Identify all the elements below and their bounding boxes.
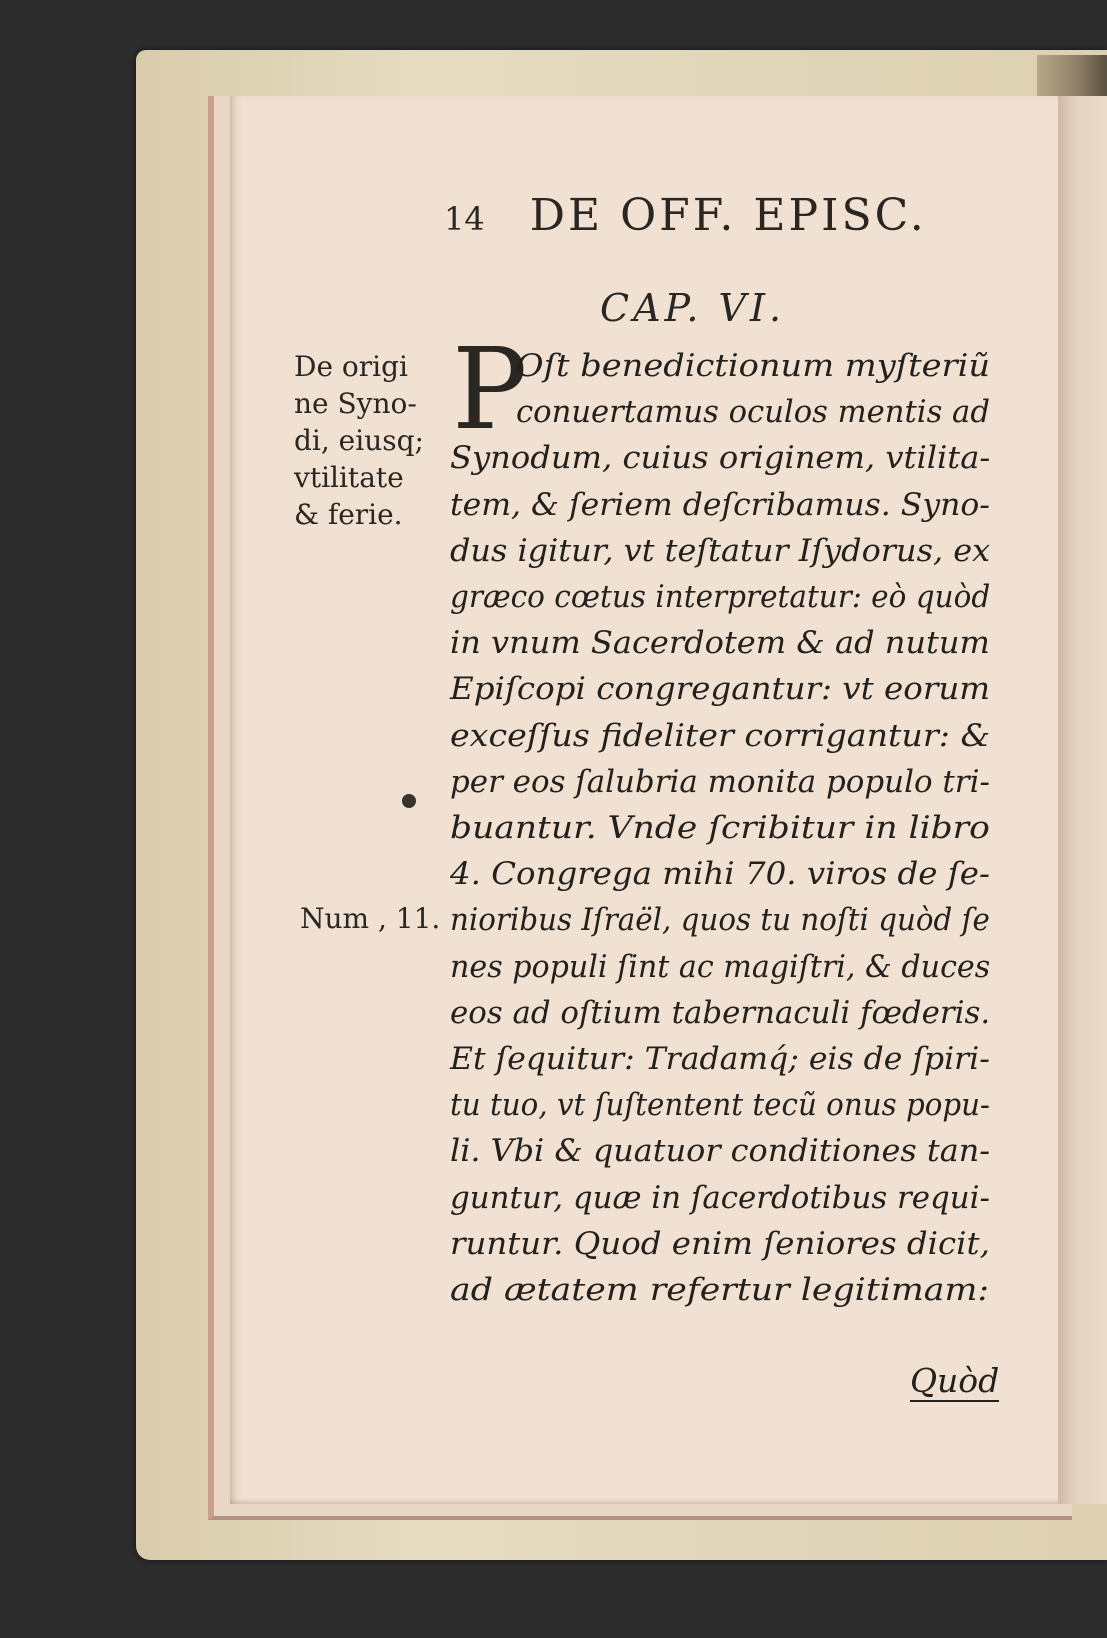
margin-dot [402, 794, 416, 808]
text-line: tem, & ſeriem deſcribamus. Syno- [450, 486, 990, 523]
book-gutter [1058, 96, 1107, 1504]
text-line: Et ſequitur: Tradamq́; eis de ſpiri- [450, 1041, 990, 1077]
text-line: conuertamus oculos mentis ad [516, 394, 990, 431]
text-line: eos ad oſtium tabernaculi fœderis. [450, 994, 991, 1031]
text-line: exceſſus fideliter corrigantur: & [450, 717, 991, 754]
text-line: Epiſcopi congregantur: vt eorum [450, 671, 991, 708]
margin-note [294, 348, 444, 533]
text-line: per eos ſalubria monita populo tri- [450, 763, 990, 800]
text-line: dus igitur, vt teſtatur Iſydorus, ex [450, 532, 991, 569]
margin-note-line: di, eiusq; [294, 424, 424, 457]
margin-note-line: De origi [294, 350, 408, 383]
text-line: Oſt benedictionum myſteriũ [516, 348, 991, 384]
text-line: nes populi ſint ac magiſtri, & duces [450, 948, 991, 985]
running-title: DE OFF. EPISC. [529, 190, 927, 241]
text-line: nioribus Iſraël, quos tu noſti quòd ſe [450, 902, 990, 939]
text-line: runtur. Quod enim ſeniores dicit, [450, 1225, 990, 1262]
page-number: 14 [444, 200, 485, 238]
margin-note-line: & ferie. [294, 498, 403, 531]
margin-reference: Num , 11. [300, 902, 441, 935]
chapter-heading: CAP. VI. [600, 286, 786, 330]
text-line: guntur, quæ in ſacerdotibus requi- [450, 1179, 990, 1216]
text-line: buantur. Vnde ſcribitur in libro [450, 810, 990, 846]
text-line: 4. Congrega mihi 70. viros de ſe- [450, 856, 990, 893]
margin-note-line: ne Syno- [294, 387, 417, 420]
text-line: Synodum, cuius originem, vtilita- [450, 440, 991, 477]
text-line: ad ætatem refertur legitimam: [450, 1272, 990, 1308]
text-line: tu tuo, vt ſuſtentent tecũ onus popu- [450, 1087, 990, 1124]
text-line: in vnum Sacerdotem & ad nutum [450, 625, 990, 662]
text-line: græco cœtus interpretatur: eò quòd [450, 579, 991, 615]
catchword: Quòd [910, 1361, 1000, 1400]
margin-note-line: vtilitate [294, 461, 404, 494]
text-line: li. Vbi & quatuor conditiones tan- [450, 1133, 990, 1170]
drop-initial: P [452, 325, 528, 455]
running-header [444, 190, 1004, 250]
